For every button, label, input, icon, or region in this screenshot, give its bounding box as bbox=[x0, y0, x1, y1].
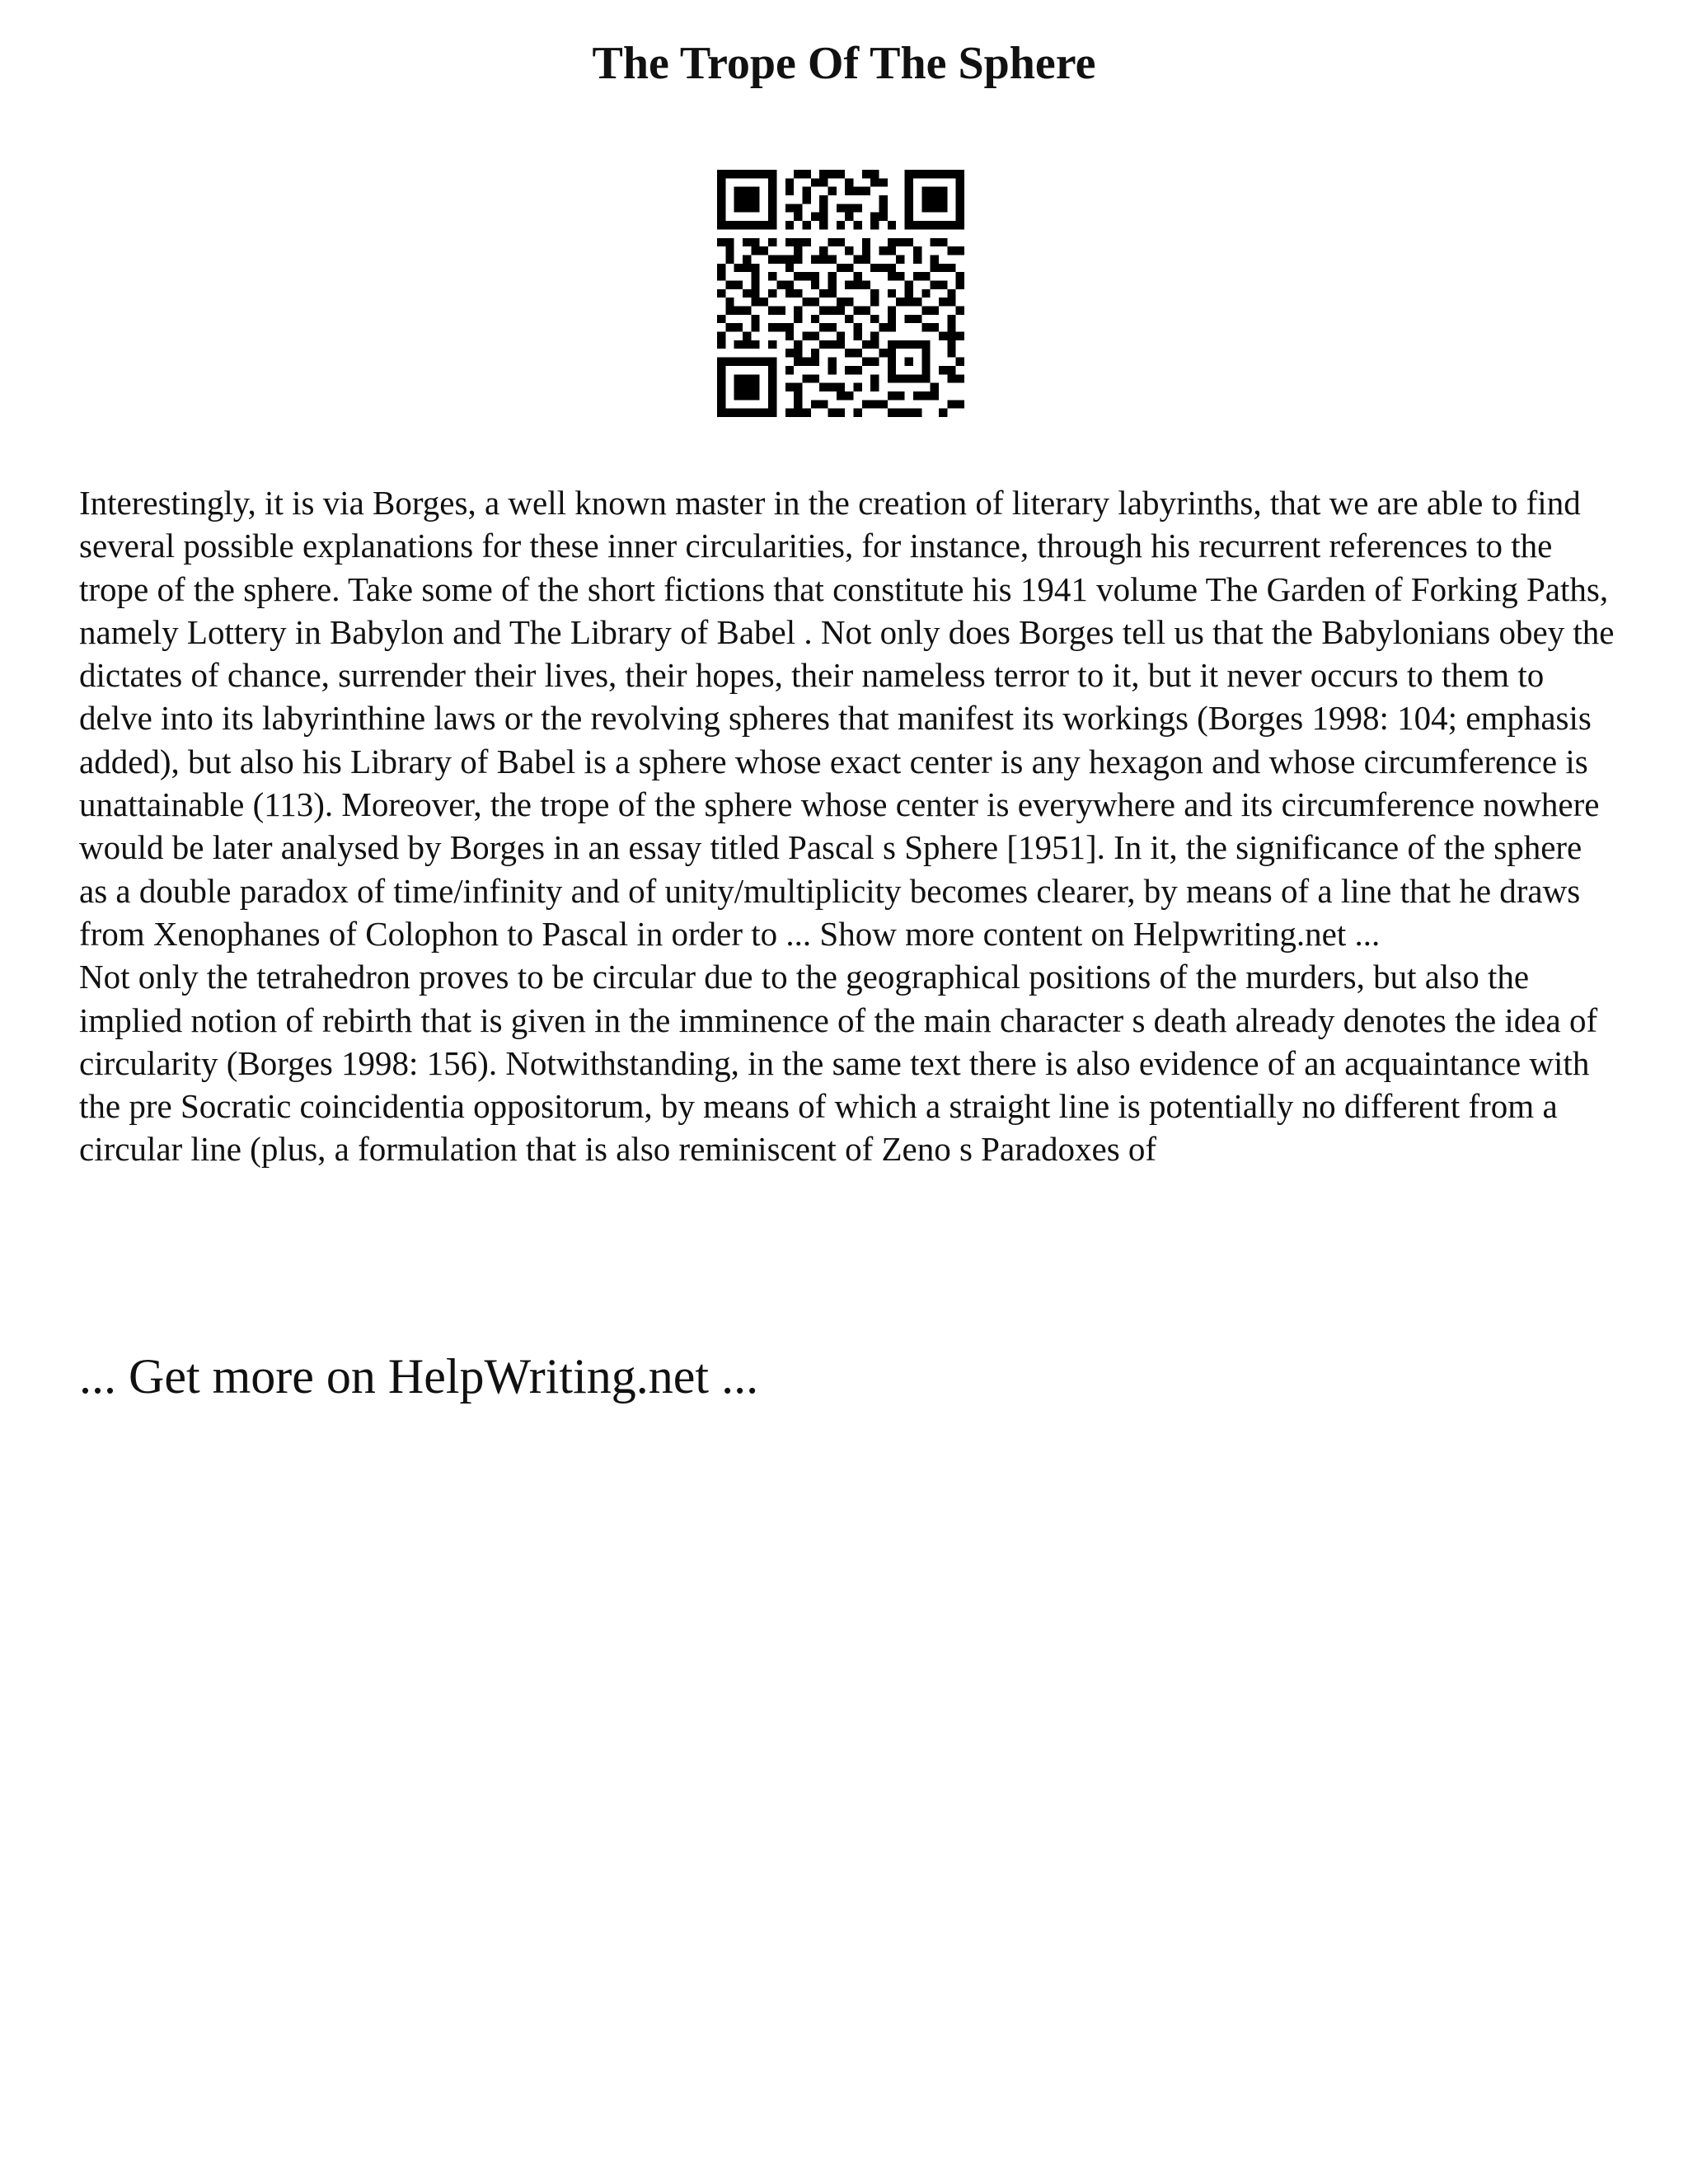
article-body bbox=[79, 481, 1615, 1171]
qr-code-icon bbox=[717, 170, 964, 417]
get-more-link[interactable]: ... Get more on HelpWriting.net ... bbox=[79, 1349, 759, 1404]
paragraph-2: Not only the tetrahedron proves to be circular due to the geographical positions of the murders, but also the implied notion of rebirth that is given in the imminence of the main character s death already denotes the idea of circularity (Borges 1998: 156). Notwithstanding, in the same text there is also evidence of an acquaintance with the pre Socratic coincidentia oppositorum, by means of which a straight line is potentially no different from a circular line (plus, a formulation that is also reminiscent of Zeno s Paradoxes of bbox=[79, 958, 1598, 1169]
paragraph-1: Interestingly, it is via Borges, a well known master in the creation of literary labyrinths, that we are able to find several possible explanations for these inner circularities, for instance, through his recurrent references to the trope of the sphere. Take some of the short fictions that constitute his 1941 volume The Garden of Forking Paths, namely Lottery in Babylon and The Library of Babel . Not only does Borges tell us that the Babylonians obey the dictates of chance, surrender their lives, their hopes, their nameless terror to it, but it never occurs to them to delve into its labyrinthine laws or the revolving spheres that manifest its workings (Borges 1998: 104; emphasis added), but also his Library of Babel is a sphere whose exact center is any hexagon and whose circumference is unattainable (113). Moreover, the trope of the sphere whose center is everywhere and its circumference nowhere would be later analysed by Borges in an essay titled Pascal s Sphere [1951]. In it, the significance of the sphere as a double paradox of time/infinity and of unity/multiplicity becomes clearer, by means of a line that he draws from Xenophanes of Colophon to Pascal in order to ... Show more content on Helpwriting.net ... bbox=[79, 484, 1615, 953]
page-title: The Trope Of The Sphere bbox=[592, 38, 1096, 89]
